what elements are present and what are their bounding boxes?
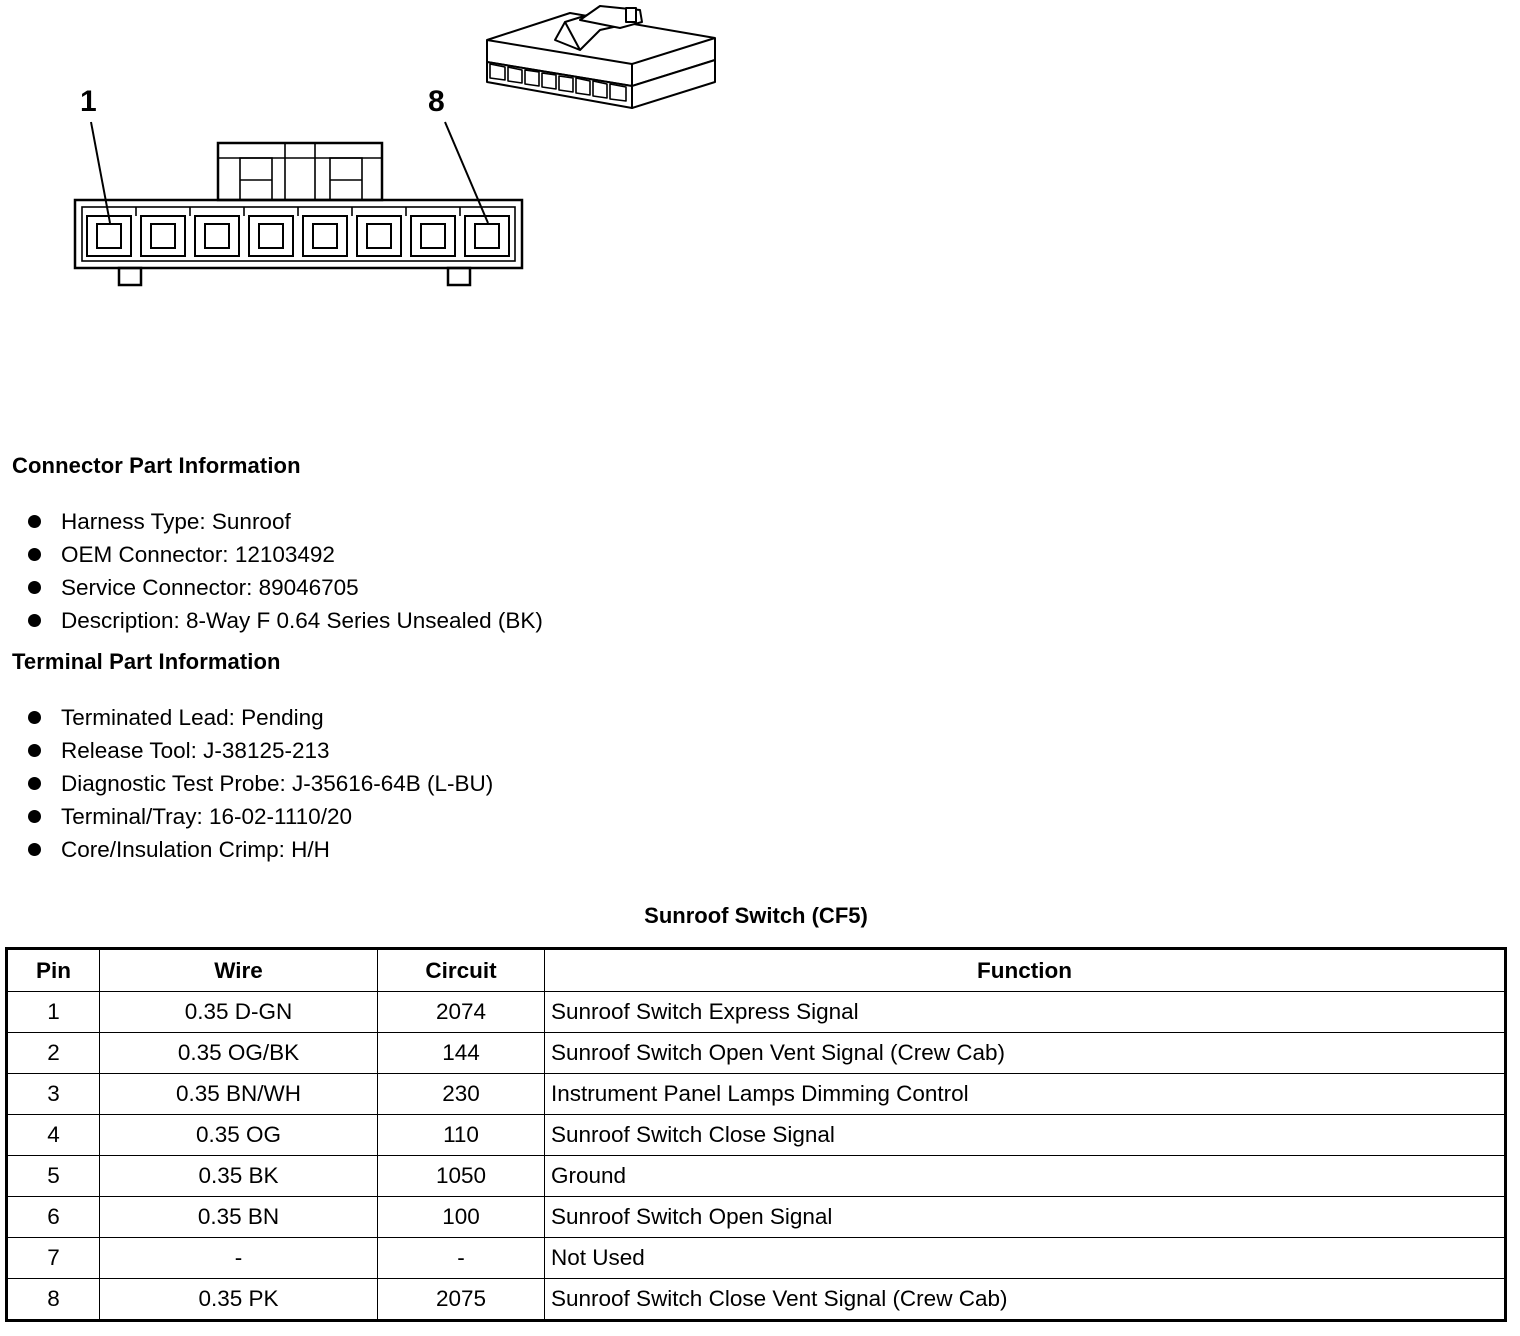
table-row (7, 1074, 1506, 1115)
bullet-icon (28, 777, 41, 790)
cavity-4 (249, 216, 293, 256)
pin-cell: 8 (7, 1279, 100, 1321)
function-cell: Sunroof Switch Express Signal (545, 992, 1506, 1033)
pin-cell: 3 (7, 1074, 100, 1115)
column-header-pin: Pin (7, 949, 100, 992)
bullet-icon (28, 614, 41, 627)
list-item: Service Connector: 89046705 (28, 571, 543, 604)
list-item: Terminated Lead: Pending (28, 701, 493, 734)
pin-cell: 1 (7, 992, 100, 1033)
terminal-part-info-heading: Terminal Part Information (12, 649, 281, 674)
function-cell: Sunroof Switch Open Signal (545, 1197, 1506, 1238)
bullet-icon (28, 843, 41, 856)
cavity-5 (303, 216, 347, 256)
pin-cell: 5 (7, 1156, 100, 1197)
wire-cell: 0.35 PK (100, 1279, 378, 1321)
cavity-7 (411, 216, 455, 256)
circuit-cell: 2074 (378, 992, 545, 1033)
column-header-function: Function (545, 949, 1506, 992)
terminal-part-info-list (28, 701, 493, 866)
bullet-icon (28, 548, 41, 561)
function-cell: Ground (545, 1156, 1506, 1197)
table-row (7, 1156, 1506, 1197)
circuit-cell: 110 (378, 1115, 545, 1156)
wire-cell: 0.35 BN/WH (100, 1074, 378, 1115)
wire-cell: 0.35 BK (100, 1156, 378, 1197)
function-cell: Sunroof Switch Close Vent Signal (Crew Cab) (545, 1279, 1506, 1321)
table-row (7, 992, 1506, 1033)
pin-cell: 6 (7, 1197, 100, 1238)
list-item: Diagnostic Test Probe: J-35616-64B (L-BU) (28, 767, 493, 800)
pin-table-title: Sunroof Switch (CF5) (644, 903, 868, 928)
table-row (7, 1238, 1506, 1279)
connector-thumbnail (487, 6, 715, 108)
wire-cell: 0.35 BN (100, 1197, 378, 1238)
bullet-icon (28, 515, 41, 528)
circuit-cell: 1050 (378, 1156, 545, 1197)
cavity-3 (195, 216, 239, 256)
function-cell: Not Used (545, 1238, 1506, 1279)
list-item: Terminal/Tray: 16-02-1110/20 (28, 800, 493, 833)
column-header-circuit: Circuit (378, 949, 545, 992)
table-row (7, 1033, 1506, 1074)
bullet-icon (28, 711, 41, 724)
table-row (7, 1279, 1506, 1321)
function-cell: Sunroof Switch Close Signal (545, 1115, 1506, 1156)
wire-cell: 0.35 OG (100, 1115, 378, 1156)
wire-cell: - (100, 1238, 378, 1279)
connector-diagram (0, 0, 760, 300)
wire-cell: 0.35 D-GN (100, 992, 378, 1033)
pin-8-leader-line (445, 122, 488, 223)
cavity-2 (141, 216, 185, 256)
bullet-icon (28, 810, 41, 823)
cavity-6 (357, 216, 401, 256)
circuit-cell: 100 (378, 1197, 545, 1238)
function-cell: Instrument Panel Lamps Dimming Control (545, 1074, 1506, 1115)
connector-cavities (87, 216, 509, 256)
column-header-wire: Wire (100, 949, 378, 992)
list-item: Harness Type: Sunroof (28, 505, 543, 538)
pinout-table (5, 947, 1507, 1322)
connector-front-view (75, 143, 522, 285)
table-row (7, 1197, 1506, 1238)
bullet-icon (28, 581, 41, 594)
function-cell: Sunroof Switch Open Vent Signal (Crew Cab) (545, 1033, 1506, 1074)
table-row (7, 1115, 1506, 1156)
circuit-cell: 2075 (378, 1279, 545, 1321)
circuit-cell: - (378, 1238, 545, 1279)
pin-cell: 2 (7, 1033, 100, 1074)
circuit-cell: 144 (378, 1033, 545, 1074)
list-item: Description: 8-Way F 0.64 Series Unsealed (BK) (28, 604, 543, 637)
pin-cell: 4 (7, 1115, 100, 1156)
pin-8-callout: 8 (428, 85, 445, 118)
table-header-row (7, 949, 1506, 992)
connector-part-info-list (28, 505, 543, 637)
circuit-cell: 230 (378, 1074, 545, 1115)
wire-cell: 0.35 OG/BK (100, 1033, 378, 1074)
list-item: Core/Insulation Crimp: H/H (28, 833, 493, 866)
list-item: Release Tool: J-38125-213 (28, 734, 493, 767)
bullet-icon (28, 744, 41, 757)
pin-1-leader-line (91, 122, 110, 223)
list-item: OEM Connector: 12103492 (28, 538, 543, 571)
pin-1-callout: 1 (80, 85, 97, 118)
connector-part-info-heading: Connector Part Information (12, 453, 301, 478)
pin-cell: 7 (7, 1238, 100, 1279)
